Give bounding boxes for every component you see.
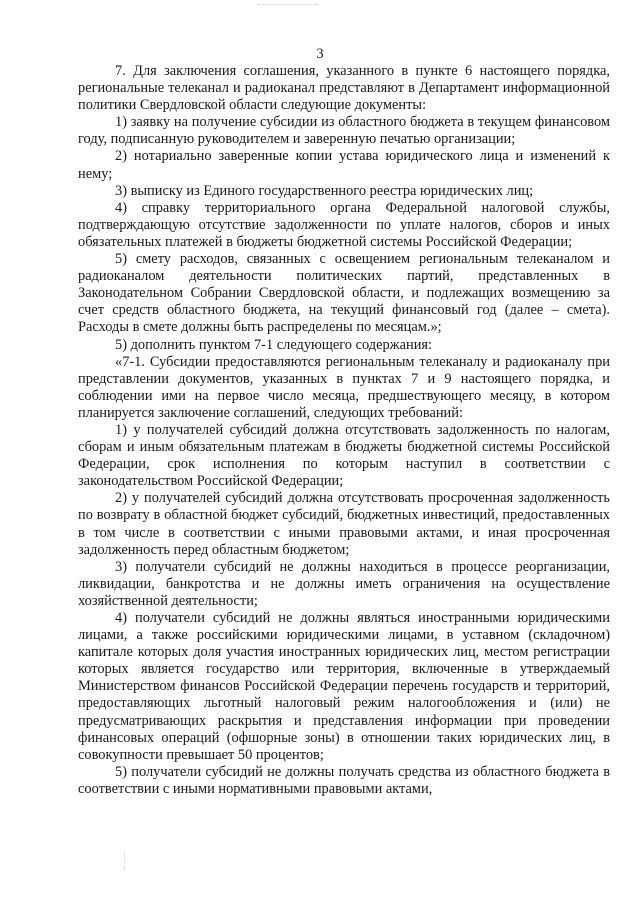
- scan-artifact: [258, 4, 318, 6]
- paragraph-registry-extract: 3) выписку из Единого государственного реестра юридических лиц;: [115, 182, 534, 199]
- paragraph-requirement-2: 2) у получателей субсидий должна отсутствовать просроченная задолженность по возврату в областной бюджет субсидий, бюджетных инвестиций, предоставленных в том числе в соответствии с иными правовыми актами, и иная просроченная задолженность перед областным бюджетом;: [78, 490, 610, 558]
- paragraph-requirement-5: 5) получатели субсидий не должны получать средства из областного бюджета в соответствии с иными нормативными правовыми актами,: [78, 763, 610, 797]
- paragraph-item-7: 7. Для заключения соглашения, указанного в пункте 6 настоящего порядка, региональные телеканал и радиоканал представляют в Департамент информационной политики Свердловской области следующие документы:: [78, 63, 610, 114]
- paragraph-requirement-3: 3) получатели субсидий не должны находиться в процессе реорганизации, ликвидации, банкротства и не должны иметь ограничения на осуществление хозяйственной деятельности;: [78, 558, 610, 609]
- paragraph-item-7-1: «7-1. Субсидии предоставляются региональным телеканалу и радиоканалу при представлении документов, указанных в пунктах 7 и 9 настоящего порядка, и соблюдении ими на первое число месяца, предшествующего месяцу, в котором планируется заключение соглашений, следующих требований:: [78, 353, 610, 421]
- paragraph-requirement-1: 1) у получателей субсидий должна отсутствовать задолженность по налогам, сборам и иным обязательным платежам в бюджеты бюджетной системы Российской Федерации, срок исполнения по которым наступил в соответствии с законодательством Российской Федерации;: [78, 421, 610, 490]
- paragraph-tax-certificate: 4) справку территориального органа Федеральной налоговой службы, подтверждающую отсутствие задолженности по уплате налогов, сборов и иных обязательных платежей в бюджеты бюджетной системы Российской Федерации;: [78, 199, 610, 250]
- paragraph-charter-copies: 2) нотариально заверенные копии устава юридического лица и изменений к нему;: [78, 148, 610, 182]
- document-body: [78, 63, 610, 798]
- paragraph-cost-estimate: 5) смету расходов, связанных с освещением региональным телеканалом и радиоканалом деятельности политических партий, представленных в Законодательном Собрании Свердловской области, и подлежащих возмещению за счет средств областного бюджета, на текущий финансовый год (далее – смета). Расходы в смете должны быть распределены по месяцам.»;: [78, 251, 610, 336]
- scan-artifact-bottom: [124, 852, 126, 870]
- paragraph-requirement-4: 4) получатели субсидий не должны являться иностранными юридическими лицами, а также российскими юридическими лицами, в уставном (складочном) капитале которых доля участия иностранных юридических лиц, местом регистрации которых является государство или территория, включенные в утверждаемый Министерством финансов Российской Федерации перечень государств и территорий, предоставляющих льготный налоговый режим налогообложения и (или) не предусматривающих раскрытия и представления информации при проведении финансовых операций (офшорные зоны) в отношении таких юридических лиц, в совокупности превышает 50 процентов;: [78, 610, 610, 763]
- paragraph-application: 1) заявку на получение субсидии из областного бюджета в текущем финансовом году, подписанную руководителем и заверенную печатью организации;: [78, 114, 610, 148]
- page-number: 3: [316, 46, 324, 62]
- paragraph-amendment: 5) дополнить пунктом 7-1 следующего содержания:: [115, 336, 433, 353]
